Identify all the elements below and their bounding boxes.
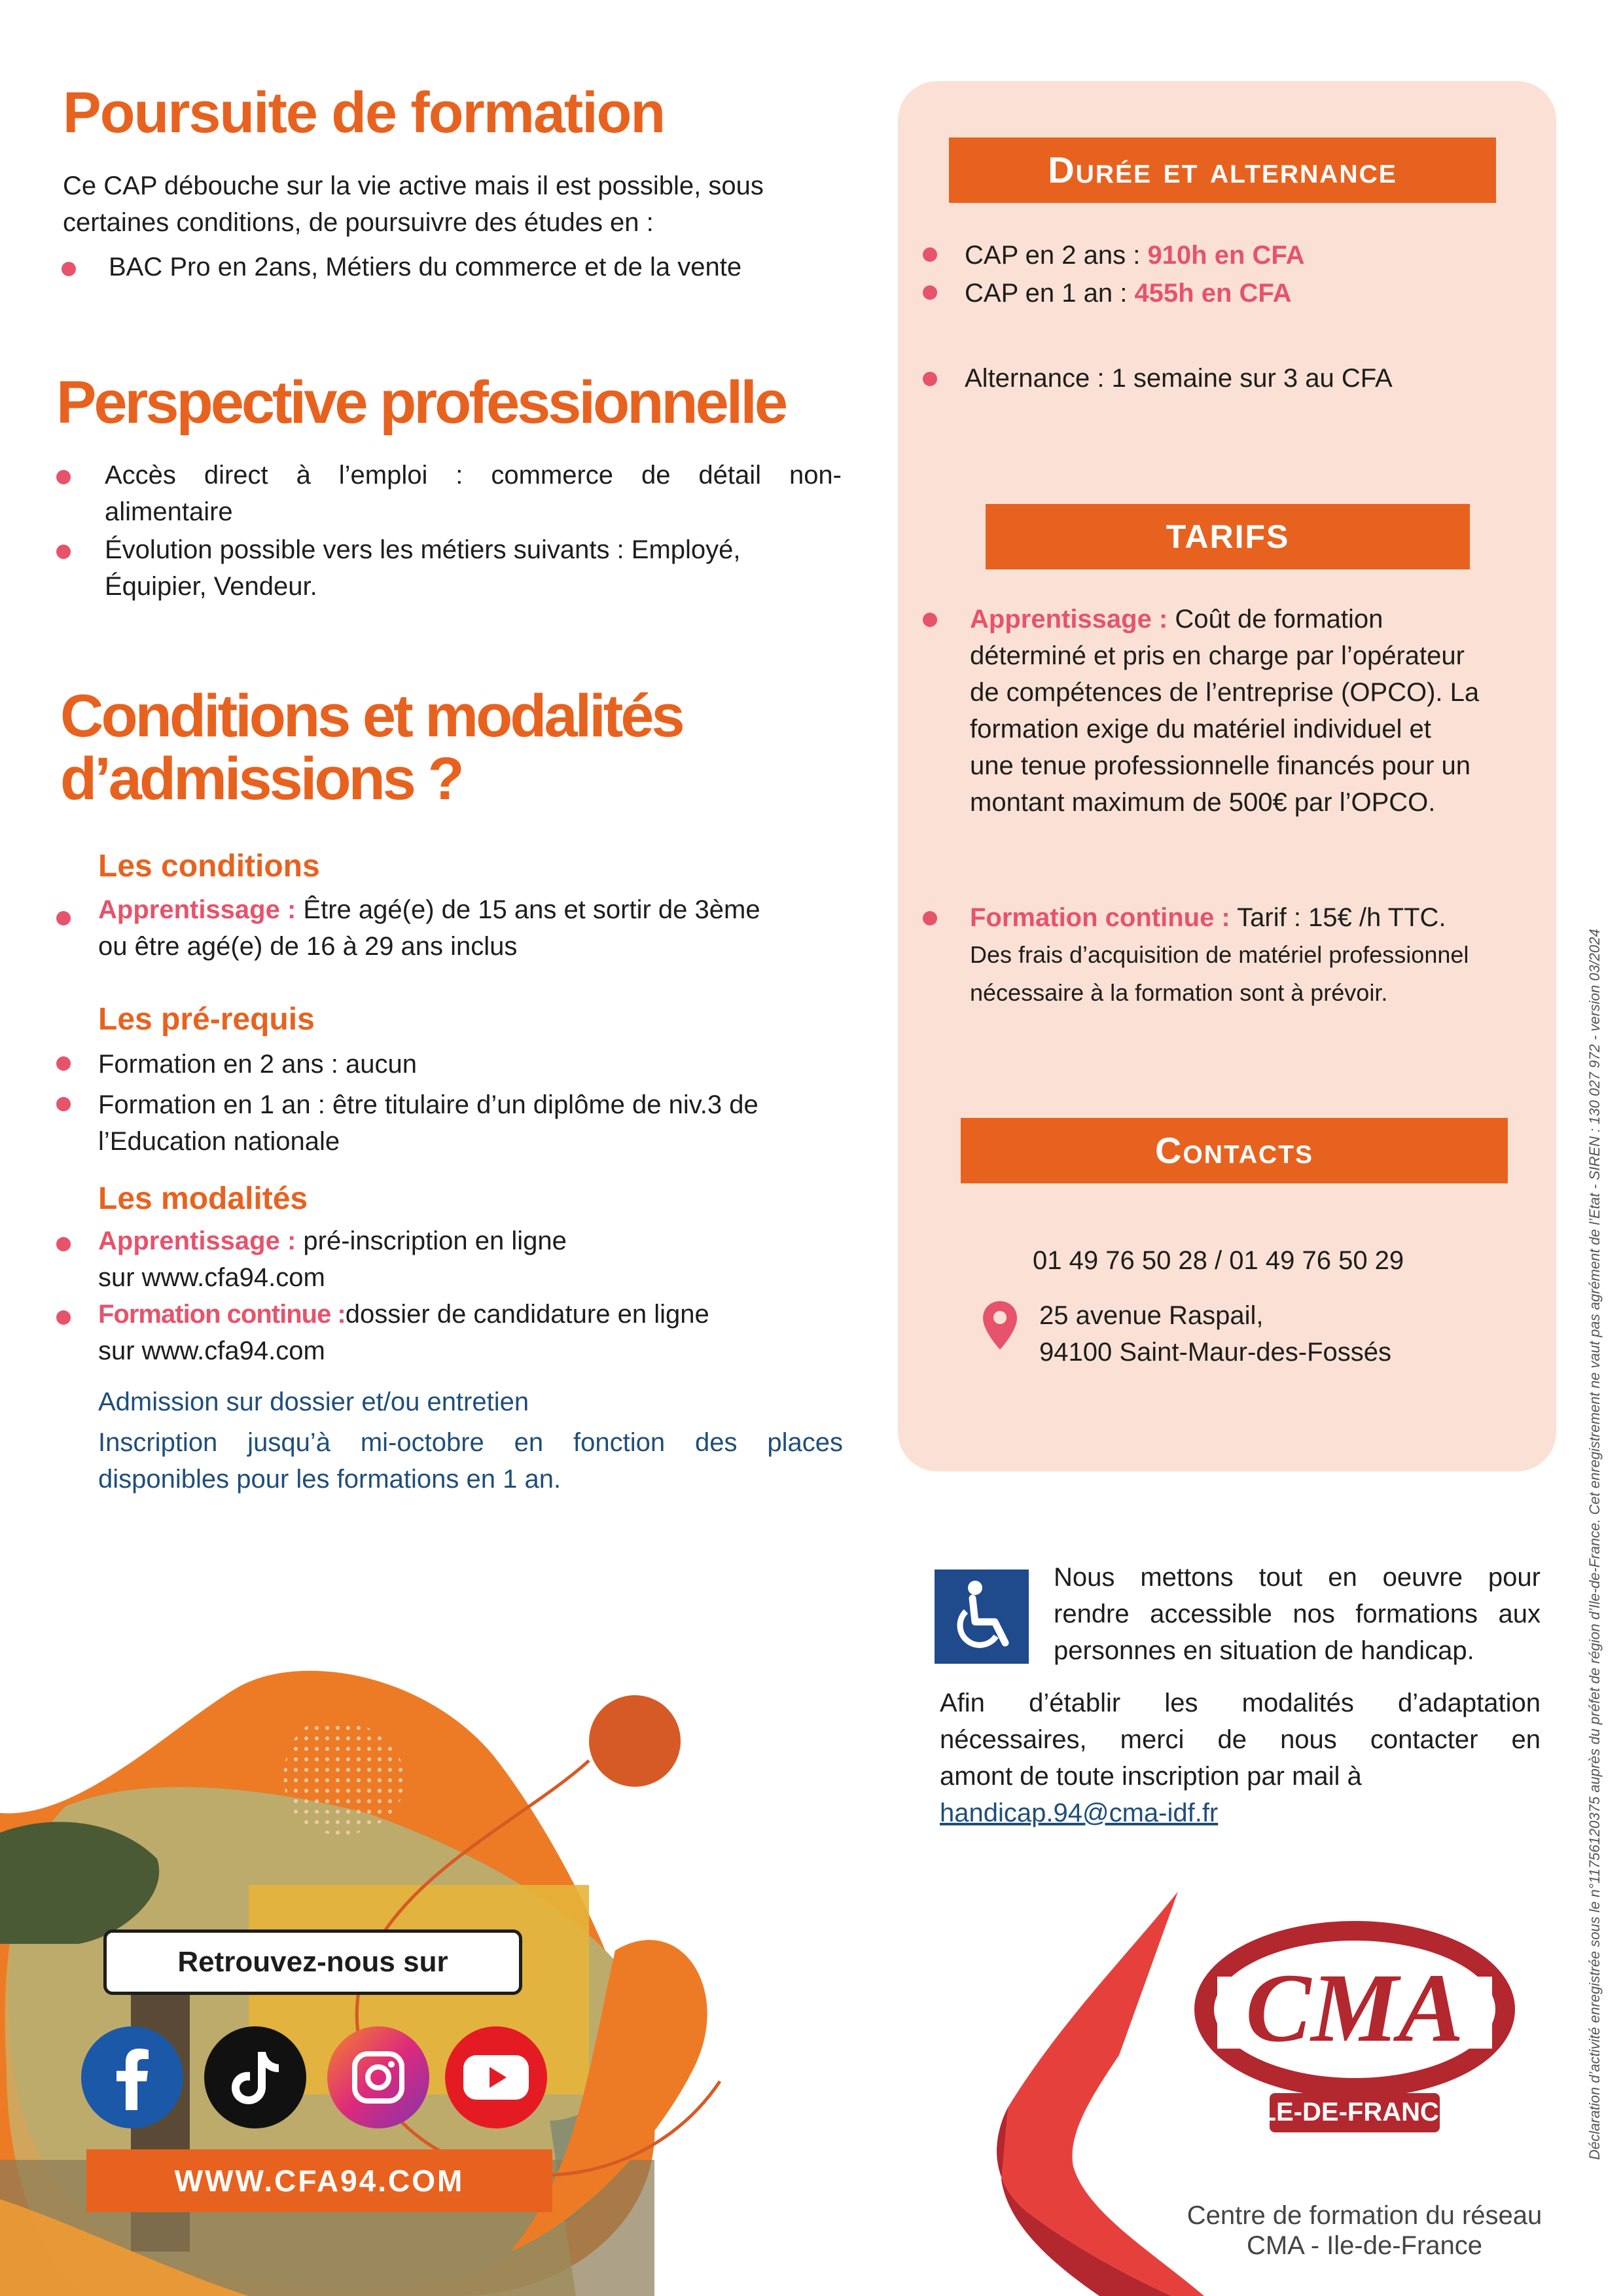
tag-contacts: Contacts bbox=[961, 1118, 1508, 1183]
instagram-icon[interactable] bbox=[327, 2026, 429, 2128]
social-label: Retrouvez-nous sur bbox=[103, 1929, 522, 1995]
tag-duree: Durée et alternance bbox=[949, 137, 1496, 203]
section-title-poursuite: Poursuite de formation bbox=[63, 80, 665, 145]
handicap-text-2: Afin d’établir les modalités d’adaptation nécessaires, merci de nous contacter en amont de toute inscription par mail à handicap.94@cma-idf.fr bbox=[940, 1689, 1541, 1827]
bullet-dot bbox=[56, 545, 71, 559]
duree-bullet-1: CAP en 2 ans : 910h en CFA bbox=[965, 241, 1305, 270]
bullet-dot bbox=[923, 247, 937, 262]
legal-mention: Déclaration d’activité enregistrée sous le n°11756120375 auprès du préfet de région d’Ile-de-France. Cet enregistrement ne vaut pas agrément de l’Etat - SIREN : 130 027 972 - version 03/2024 bbox=[1586, 929, 1603, 2160]
bullet-dot bbox=[56, 1310, 71, 1325]
inscription-note: Inscription jusqu’à mi-octobre en fonction des places disponibles pour les formations en 1 an. bbox=[98, 1428, 843, 1494]
tag-tarifs: TARIFS bbox=[986, 504, 1470, 569]
bullet-dot bbox=[56, 1237, 71, 1251]
subtitle-conditions: Les conditions bbox=[98, 849, 320, 884]
handicap-email-link[interactable]: handicap.94@cma-idf.fr bbox=[940, 1799, 1219, 1827]
bullet-dot bbox=[923, 911, 937, 925]
youtube-icon[interactable] bbox=[445, 2026, 547, 2128]
cma-logo-letters: CMA bbox=[1245, 1954, 1464, 2062]
poursuite-bullet: BAC Pro en 2ans, Métiers du commerce et de la vente bbox=[109, 253, 742, 281]
modalites-bullet-2: Formation continue :dossier de candidature en ligne sur www.cfa94.com bbox=[98, 1300, 709, 1365]
location-pin-icon bbox=[982, 1300, 1018, 1351]
bullet-dot bbox=[56, 1097, 71, 1111]
prerequis-bullet-1: Formation en 2 ans : aucun bbox=[98, 1050, 417, 1079]
admission-note: Admission sur dossier et/ou entretien bbox=[98, 1388, 529, 1416]
tarifs-formation-continue: Formation continue : Tarif : 15€ /h TTC. Des frais d’acquisition de matériel professionnel nécessaire à la formation sont à prévoir. bbox=[970, 903, 1469, 1006]
cma-caption: Centre de formation du réseau CMA - Ile-de-France bbox=[1186, 2201, 1543, 2260]
section-title-perspective: Perspective professionnelle bbox=[56, 369, 786, 436]
duree-bullet-3: Alternance : 1 semaine sur 3 au CFA bbox=[965, 364, 1393, 393]
cma-logo-region: ÎLE-DE-FRANCE bbox=[1253, 2098, 1457, 2126]
facebook-icon[interactable] bbox=[81, 2026, 183, 2128]
tarifs-apprentissage: Apprentissage : Coût de formation déterminé et pris en charge par l’opérateur de compétences de l’entreprise (OPCO). La formation exige du matériel individuel et une tenue professionnelle financés pour un montant maximum de 500€ par l’OPCO. bbox=[970, 605, 1480, 817]
handicap-text-1: Nous mettons tout en oeuvre pour rendre accessible nos formations aux personnes en situation de handicap. bbox=[1054, 1563, 1541, 1665]
bullet-dot bbox=[923, 372, 937, 386]
prerequis-bullet-2: Formation en 1 an : être titulaire d’un diplôme de niv.3 de l’Education nationale bbox=[98, 1090, 758, 1156]
bullet-dot bbox=[923, 285, 937, 300]
tiktok-icon[interactable] bbox=[204, 2026, 306, 2128]
subtitle-modalites: Les modalités bbox=[98, 1181, 308, 1216]
section-title-conditions: Conditions et modalités d’admissions ? bbox=[60, 683, 683, 812]
cma-logo bbox=[1191, 1918, 1518, 2134]
perspective-bullet-2: Évolution possible vers les métiers suivants : Employé, Équipier, Vendeur. bbox=[105, 535, 741, 601]
modalites-bullet-1: Apprentissage : pré-inscription en ligne sur www.cfa94.com bbox=[98, 1227, 567, 1292]
duree-bullet-2: CAP en 1 an : 455h en CFA bbox=[965, 279, 1292, 308]
website-banner[interactable]: WWW.CFA94.COM bbox=[86, 2149, 552, 2212]
conditions-bullet: Apprentissage : Être agé(e) de 15 ans et sortir de 3ème ou être agé(e) de 16 à 29 ans inclus bbox=[98, 895, 760, 961]
perspective-bullet-1: Accès direct à l’emploi : commerce de détail non- alimentaire bbox=[105, 461, 842, 526]
bullet-dot bbox=[923, 613, 937, 627]
bullet-dot bbox=[62, 262, 76, 276]
bullet-dot bbox=[56, 1056, 71, 1071]
subtitle-prerequis: Les pré-requis bbox=[98, 1002, 315, 1037]
contact-phones[interactable]: 01 49 76 50 28 / 01 49 76 50 29 bbox=[1033, 1246, 1404, 1275]
accessibility-wheelchair-icon bbox=[935, 1570, 1029, 1664]
contact-address: 25 avenue Raspail, 94100 Saint-Maur-des-Fossés bbox=[1039, 1301, 1392, 1367]
bullet-dot bbox=[56, 470, 71, 484]
bullet-dot bbox=[56, 911, 71, 925]
poursuite-intro: Ce CAP débouche sur la vie active mais il est possible, sous certaines conditions, de poursuivre des études en : bbox=[63, 171, 764, 237]
